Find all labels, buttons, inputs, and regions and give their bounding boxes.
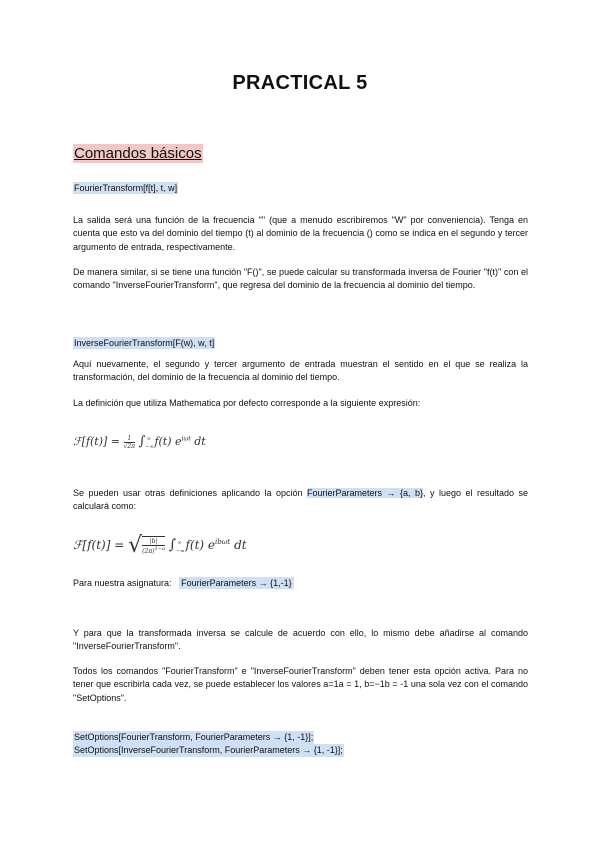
page-title: PRACTICAL 5 <box>232 72 368 94</box>
formula-lhs: ℱ[f(t)] = <box>73 435 121 448</box>
integral-symbol: ∫ <box>138 434 146 449</box>
formula-fraction: $\frac{1}{√2\pi}$ <box>123 434 136 450</box>
subject-parameters: FourierParameters → {1,-1} <box>181 578 292 588</box>
command-inverse: InverseFourierTransform[F(w), w, t] <box>74 338 215 348</box>
command-inverse-wrap <box>73 333 215 351</box>
integral-symbol-2: ∫ <box>168 537 177 553</box>
paragraph-definition: La definición que utiliza Mathematica por defecto corresponde a la siguiente expresión: <box>73 398 421 408</box>
formula-general-definition: ℱ[f(t)] = √ $\frac{|b|}{(2\pi)^{1-a}}$ $\int_{-\infty}^\infty$ f(t) $e^{ib\omega t}$ dt <box>73 533 247 558</box>
formula2-lhs: ℱ[f(t)] = <box>73 538 125 552</box>
paragraph-setoptions: Todos los comandos "FourierTransform" e "InverseFourierTransform" deben tener esta opción activa. Para no tener que escribirla cada vez, se puede establecer los valores a=1a = 1, b=−1b = -1 una sola vez con el comando "SetOptions". <box>73 666 528 703</box>
command-fourier-wrap <box>73 178 178 196</box>
paragraph-output: La salida será una función de la frecuencia "" (que a menudo escribiremos "W" por conveniencia). Tenga en cuenta que esto va del dominio del tiempo (t) al dominio de la frecuencia () como se indica en el segundo y tercer argumento de entrada, respectivamente. <box>73 215 528 252</box>
formula2-fraction: $\frac{|b|}{(2\pi)^{1-a}}$ <box>142 538 165 555</box>
paragraph-our-subject: Para nuestra asignatura: FourierParameters → {1,-1} <box>73 578 292 588</box>
paragraph-inverse-direction: Aquí nuevamente, el segundo y tercer argumento de entrada muestran el sentido en el que se realiza la transformación, del dominio de la frecuencia al dominio del tiempo. <box>73 359 528 383</box>
formula-default-definition: ℱ[f(t)] = $\frac{1}{√2\pi}$ $\int_{-\infty}^\infty$ f(t) $e^{i\omega t}$ dt <box>73 434 206 451</box>
paragraph-inverse-consistency: Y para que la transformada inversa se calcule de acuerdo con ello, lo mismo debe añadirse al comando "InverseFourierTransform". <box>73 628 528 652</box>
code-line-1: SetOptions[FourierTransform, FourierParameters → {1, -1}]; <box>74 732 314 742</box>
section-heading: Comandos básicos <box>74 145 202 162</box>
command-fourier: FourierTransform[f[t], t, w] <box>74 183 178 193</box>
code-line-2: SetOptions[InverseFourierTransform, FourierParameters → {1, -1}]; <box>74 745 343 755</box>
fourier-parameters-option: FourierParameters → {a, b} <box>307 488 424 498</box>
code-block <box>73 731 344 757</box>
paragraph-inverse-intro: De manera similar, si se tiene una función "F()", se puede calcular su transformada inversa de Fourier "f(t)" con el comando "InverseFourierTransform", que regresa del dominio de la frecuencia al dominio del tiempo. <box>73 267 528 291</box>
paragraph-other-definitions: Se pueden usar otras definiciones aplicando la opción FourierParameters → {a, b}, y luego el resultado se calculará como: <box>73 488 528 512</box>
